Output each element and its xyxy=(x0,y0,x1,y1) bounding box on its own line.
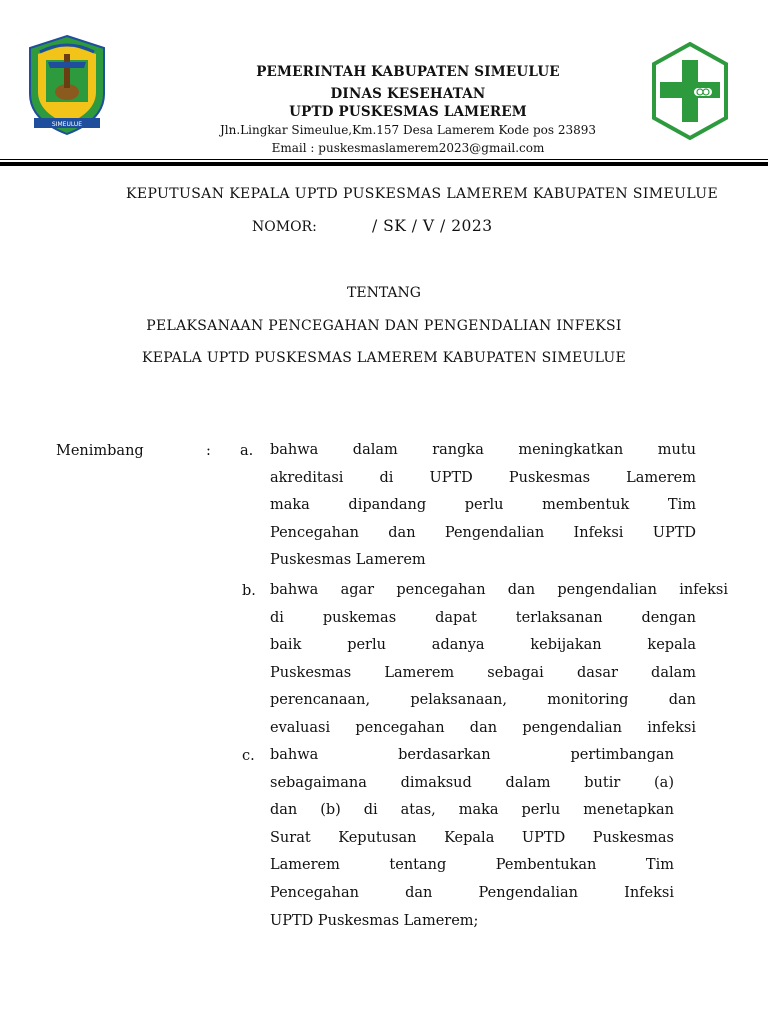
item-c-text xyxy=(270,742,674,935)
header-email: Email : puskesmaslamerem2023@gmail.com xyxy=(271,141,545,155)
item-c-line: bahwa berdasarkan pertimbangan xyxy=(270,747,674,763)
nomor-value: / SK / V / 2023 xyxy=(372,217,493,235)
item-a-marker: a. xyxy=(240,443,254,459)
subject-line-1: PELAKSANAAN PENCEGAHAN DAN PENGENDALIAN INFEKSI xyxy=(146,318,622,334)
item-b-line: di puskemas dapat terlaksanan dengan xyxy=(270,609,696,626)
item-b-line: Puskesmas Lamerem sebagai dasar dalam xyxy=(270,664,696,681)
item-b-text xyxy=(270,577,728,743)
item-a-line: maka dipandang perlu membentuk Tim xyxy=(270,497,696,514)
simeulue-regency-logo xyxy=(26,34,108,136)
item-c-line: Lamerem tentang Pembentukan Tim xyxy=(270,857,674,874)
item-c-line: Surat Keputusan Kepala UPTD Puskesmas xyxy=(270,829,674,846)
nomor-label: NOMOR: xyxy=(252,219,317,235)
item-c-marker: c. xyxy=(242,748,255,764)
menimbang-colon: : xyxy=(206,443,211,459)
item-b-line: perencanaan, pelaksanaan, monitoring dan xyxy=(270,692,696,709)
item-a-line: bahwa dalam rangka meningkatkan mutu xyxy=(270,442,696,458)
header-divider-thick xyxy=(0,162,768,166)
decree-title: KEPUTUSAN KEPALA UPTD PUSKESMAS LAMEREM KABUPATEN SIMEULUE xyxy=(126,186,719,202)
item-b-marker: b. xyxy=(242,583,256,599)
item-c-line: UPTD Puskesmas Lamerem; xyxy=(270,912,479,929)
item-a-text xyxy=(270,437,696,575)
item-a-line: Pencegahan dan Pengendalian Infeksi UPTD xyxy=(270,524,696,541)
item-b-line: bahwa agar pencegahan dan pengendalian infeksi xyxy=(270,582,728,598)
item-b-line: baik perlu adanya kebijakan kepala xyxy=(270,637,696,654)
header-divider-thin xyxy=(0,159,768,160)
header-address: Jln.Lingkar Simeulue,Km.157 Desa Lamerem Kode pos 23893 xyxy=(219,123,596,137)
header-unit: UPTD PUSKESMAS LAMEREM xyxy=(289,104,527,120)
header-department: DINAS KESEHATAN xyxy=(330,86,486,102)
item-c-line: Pencegahan dan Pengendalian Infeksi xyxy=(270,884,674,901)
item-a-line: akreditasi di UPTD Puskesmas Lamerem xyxy=(270,469,696,486)
item-b-line: evaluasi pencegahan dan pengendalian infeksi xyxy=(270,719,696,736)
menimbang-label: Menimbang xyxy=(56,443,144,459)
header-government: PEMERINTAH KABUPATEN SIMEULUE xyxy=(256,64,560,80)
item-c-line: sebagaimana dimaksud dalam butir (a) xyxy=(270,774,674,791)
subject-line-2: KEPALA UPTD PUSKESMAS LAMEREM KABUPATEN SIMEULUE xyxy=(141,350,627,366)
tentang-heading: TENTANG xyxy=(347,285,421,301)
item-a-line: Puskesmas Lamerem xyxy=(270,552,426,569)
left-logo-text: SIMEULUE xyxy=(51,121,83,128)
item-c-line: dan (b) di atas, maka perlu menetapkan xyxy=(270,802,674,819)
